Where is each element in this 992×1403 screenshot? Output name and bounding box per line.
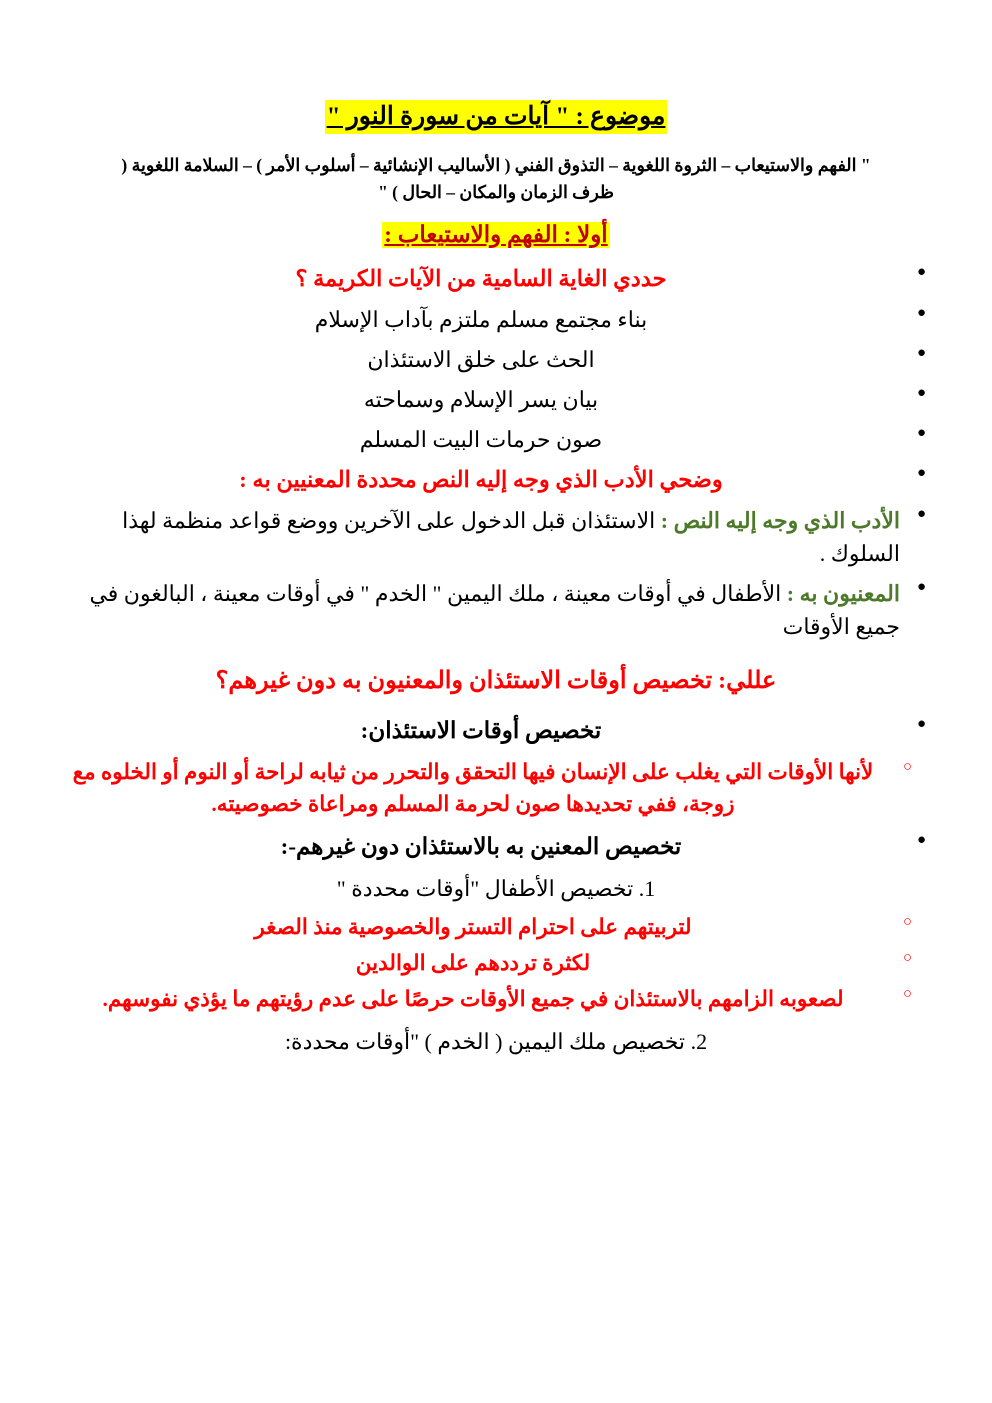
reason-list [62, 911, 930, 1016]
answer-text: بيان يسر الإسلام وسماحته [363, 386, 599, 412]
list-item [62, 504, 930, 570]
list-item: ○ لتربيتهم على احترام التستر والخصوصية منذ الصغر [62, 911, 930, 943]
item-text: تخصيص ملك اليمين ( الخدم ) "أوقات محددة: [284, 1029, 686, 1055]
item-number: 2 . [691, 1029, 708, 1054]
list-item [62, 1025, 930, 1058]
question-3-part-1 [62, 714, 930, 749]
list-item [62, 830, 930, 865]
answer-label: المعنيون به : [786, 580, 900, 606]
list-item [62, 577, 930, 643]
question-3-text: عللي: تخصيص أوقات الاستئذان والمعنيون به دون غيرهم؟ [215, 667, 777, 694]
list-item: ○ لصعوبه الزامهم بالاستئذان في جميع الأوقات حرصًا على عدم رؤيتهم ما يؤذي نفوسهم. [62, 983, 930, 1015]
list-item: ○ لأنها الأوقات التي يغلب على الإنسان فيها التحقق والتحرر من ثيابه لراحة أو النوم أو الخلوه مع زوجة، ففي تحديدها صون لحرمة المسلم ومراعاة خصوصيته. [62, 756, 930, 821]
list-item [62, 303, 930, 336]
title-container [62, 100, 930, 134]
answer-text: بناء مجتمع مسلم ملتزم بآداب الإسلام [314, 306, 648, 332]
question-1-text: حددي الغاية السامية من الآيات الكريمة ؟ [295, 266, 667, 291]
list-item: ○ لكثرة ترددهم على الوالدين [62, 947, 930, 979]
answer-label: الأدب الذي وجه إليه النص : [660, 507, 900, 533]
question-2-block [62, 463, 930, 643]
item-text: تخصيص الأطفال "أوقات محددة " [336, 875, 634, 901]
numbered-list [62, 872, 930, 905]
list-item [62, 423, 930, 456]
question-3-part-2 [62, 830, 930, 865]
subheading-text: تخصيص أوقات الاستئذان: [360, 718, 602, 744]
question-1 [62, 262, 930, 296]
question-2 [62, 463, 930, 497]
answer-text: الاستئذان قبل الدخول على الآخرين ووضع قواعد منظمة لهذا السلوك . [122, 507, 900, 566]
list-item [62, 343, 930, 376]
answer-text: الأطفال في أوقات معينة ، ملك اليمين " الخدم " في أوقات معينة ، البالغون في جميع الأوقات [89, 580, 900, 639]
question-1-block [62, 262, 930, 456]
answer-text: صون حرمات البيت المسلم [359, 426, 603, 452]
answer-text: الحث على خلق الاستئذان [367, 346, 595, 372]
section-heading: أولا : الفهم والاستيعاب : [384, 222, 608, 247]
subheading-text: تخصيص المعنين به بالاستئذان دون غيرهم-: [280, 834, 682, 860]
section-heading-container [62, 222, 930, 248]
reason-list [62, 756, 930, 821]
list-item [62, 872, 930, 905]
item-number: 1 . [639, 876, 656, 901]
list-item [62, 714, 930, 749]
numbered-list [62, 1025, 930, 1058]
question-2-text: وضحي الأدب الذي وجه إليه النص محددة المعنيين به : [239, 466, 723, 492]
list-item [62, 383, 930, 416]
document-subtitle: " الفهم والاستيعاب – الثروة اللغوية – التذوق الفني ( الأساليب الإنشائية – أسلوب الأمر ) – السلامة اللغوية ( ظرف الزمان والمكان – الحال ) " [121, 154, 871, 202]
page-title: موضوع : " آيات من سورة النور " [325, 100, 668, 134]
